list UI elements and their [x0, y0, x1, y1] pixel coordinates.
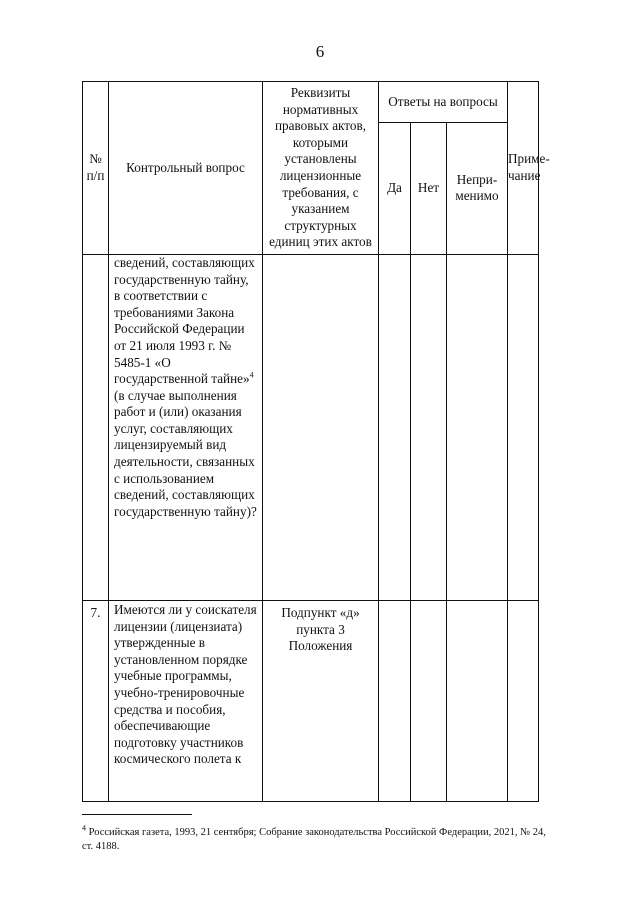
answer-no-cell [411, 254, 447, 600]
row-question [109, 254, 263, 600]
header-number: № п/п [83, 82, 109, 255]
header-not-applicable: Непри-менимо [447, 123, 508, 255]
footnote [82, 823, 552, 854]
table-row [83, 254, 539, 600]
footnote-separator [82, 814, 192, 815]
header-no: Нет [411, 123, 447, 255]
answer-no-cell [411, 600, 447, 801]
footnote-marker: 4 [82, 823, 86, 833]
row-question: Имеются ли у соискателя лицензии (лицензиата) утвержденные в установленном порядке учебные программы, учебно-тренировочные средства и пособия, обеспечивающие подготовку участников космического полета к [109, 600, 263, 801]
row-number: 7. [83, 600, 109, 801]
answer-na-cell [447, 254, 508, 600]
note-cell [508, 600, 539, 801]
row-requisites: Подпункт «д» пункта 3 Положения [263, 600, 379, 801]
answer-na-cell [447, 600, 508, 801]
table-row [83, 600, 539, 801]
header-answers: Ответы на вопросы [379, 82, 508, 123]
note-cell [508, 254, 539, 600]
row-number [83, 254, 109, 600]
footnote-ref: 4 [249, 370, 254, 380]
question-text-before: сведений, составляющих государственную тайну, в соответствии с требованиями Закона Российской Федерации от 21 июля 1993 г. № 5485-1 «О государственной тайне» [114, 254, 255, 387]
question-text-after: (в случае выполнения работ и (или) оказания услуг, составляющих лицензируемый вид деятельности, связанных с использованием сведений, составляющих государственную тайну)? [114, 387, 257, 519]
header-requisites: Реквизиты нормативных правовых актов, которыми установлены лицензионные требования, с указанием структурных единиц этих актов [263, 82, 379, 255]
header-yes: Да [379, 123, 411, 255]
page-number: 6 [315, 42, 325, 61]
header-question: Контрольный вопрос [109, 82, 263, 255]
row-requisites [263, 254, 379, 600]
header-note: Приме-чание [508, 82, 539, 255]
footnote-text: Российская газета, 1993, 21 сентября; Собрание законодательства Российской Федерации, 2021, № 24, ст. 4188. [82, 827, 546, 852]
table-header-row [83, 82, 539, 123]
answer-yes-cell [379, 254, 411, 600]
answer-yes-cell [379, 600, 411, 801]
checklist-table [82, 81, 550, 802]
